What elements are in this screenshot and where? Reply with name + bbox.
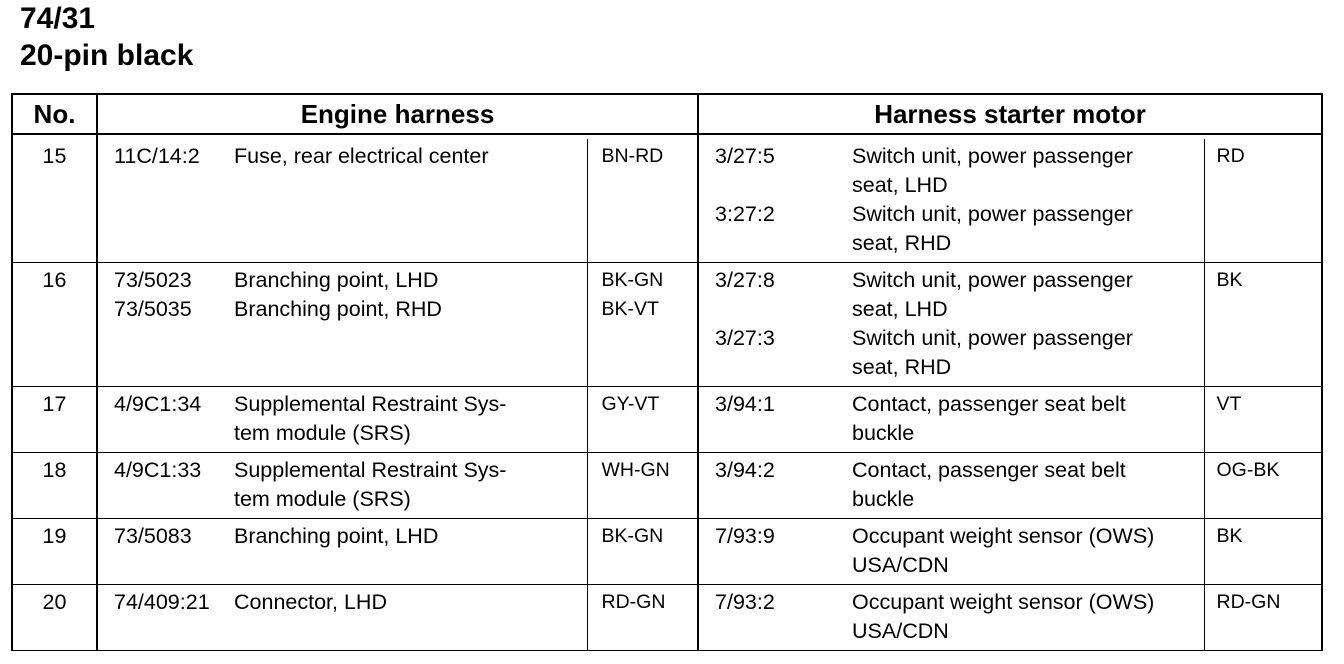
starter-description-line: Occupant weight sensor (OWS) xyxy=(852,590,1155,614)
engine-code: 4/9C1:34 xyxy=(114,392,202,416)
engine-code: 74/409:21 xyxy=(114,590,210,614)
table-row xyxy=(12,139,1322,263)
starter-pin-cell xyxy=(698,263,834,387)
engine-description-line: Branching point, LHD xyxy=(234,524,439,548)
engine-wire-color-cell xyxy=(587,519,698,585)
engine-description-line: Supplemental Restraint Sys- xyxy=(234,392,507,416)
engine-description-cell xyxy=(232,519,587,585)
pin-number xyxy=(12,139,97,263)
starter-description-line: USA/CDN xyxy=(852,553,949,577)
starter-description-line: seat, RHD xyxy=(852,231,952,255)
starter-description-line: seat, RHD xyxy=(852,355,952,379)
starter-pin-cell xyxy=(698,453,834,519)
starter-description-cell xyxy=(834,139,1204,263)
table-row xyxy=(12,263,1322,387)
engine-description-line: tem module (SRS) xyxy=(234,487,411,511)
pin-number-text: 17 xyxy=(42,392,67,416)
engine-wire-color-cell xyxy=(587,263,698,387)
starter-pin: 7/93:9 xyxy=(715,524,775,548)
pin-number xyxy=(12,453,97,519)
engine-description-cell xyxy=(232,453,587,519)
pin-number-text: 15 xyxy=(42,144,67,168)
table-row xyxy=(12,453,1322,519)
starter-description-cell xyxy=(834,387,1204,453)
starter-description-line: seat, LHD xyxy=(852,173,948,197)
starter-description-line: Switch unit, power passenger xyxy=(852,144,1133,168)
starter-wire-color: BK xyxy=(1216,269,1243,291)
engine-code-cell xyxy=(97,453,232,519)
starter-description-cell xyxy=(834,519,1204,585)
starter-pin: 3/27:5 xyxy=(715,144,775,168)
starter-wire-color-cell xyxy=(1204,139,1322,263)
engine-code: 73/5023 xyxy=(114,268,192,292)
starter-description-line: buckle xyxy=(852,487,915,511)
engine-description-line: Branching point, LHD xyxy=(234,268,439,292)
engine-description-line: Branching point, RHD xyxy=(234,297,442,321)
starter-wire-color: RD-GN xyxy=(1216,591,1281,613)
pin-number xyxy=(12,585,97,651)
engine-wire-color-cell xyxy=(587,585,698,651)
engine-wire-color: BK-VT xyxy=(601,298,659,320)
table-row xyxy=(12,585,1322,651)
starter-pin-cell xyxy=(698,139,834,263)
connector-description: 20-pin black xyxy=(20,39,194,72)
starter-wire-color-cell xyxy=(1204,453,1322,519)
starter-description-cell xyxy=(834,263,1204,387)
starter-wire-color: BK xyxy=(1216,525,1243,547)
engine-code: 4/9C1:33 xyxy=(114,458,202,482)
starter-description-line: Occupant weight sensor (OWS) xyxy=(852,524,1155,548)
table-row xyxy=(12,519,1322,585)
starter-pin: 3/27:3 xyxy=(715,326,775,350)
engine-description-cell xyxy=(232,139,587,263)
engine-code: 11C/14:2 xyxy=(114,144,200,168)
pin-number-text: 19 xyxy=(42,524,67,548)
starter-wire-color-cell xyxy=(1204,263,1322,387)
engine-wire-color: WH-GN xyxy=(601,459,670,481)
starter-wire-color: VT xyxy=(1216,393,1242,415)
engine-wire-color-cell xyxy=(587,453,698,519)
starter-pin: 3/94:1 xyxy=(715,392,775,416)
starter-wire-color-cell xyxy=(1204,387,1322,453)
engine-description-line: Supplemental Restraint Sys- xyxy=(234,458,507,482)
engine-wire-color: RD-GN xyxy=(601,591,666,613)
starter-pin-cell xyxy=(698,519,834,585)
engine-code: 73/5083 xyxy=(114,524,192,548)
starter-wire-color: RD xyxy=(1216,145,1245,167)
engine-description-cell xyxy=(232,585,587,651)
engine-description-line: Connector, LHD xyxy=(234,590,387,614)
starter-pin: 7/93:2 xyxy=(715,590,775,614)
starter-description-line: buckle xyxy=(852,421,915,445)
table-row xyxy=(12,387,1322,453)
starter-pin: 3/94:2 xyxy=(715,458,775,482)
engine-wire-color: GY-VT xyxy=(601,393,660,415)
pin-number xyxy=(12,387,97,453)
starter-description-line: seat, LHD xyxy=(852,297,948,321)
engine-description-cell xyxy=(232,387,587,453)
engine-description-cell xyxy=(232,263,587,387)
starter-description-line: Switch unit, power passenger xyxy=(852,268,1133,292)
engine-code-cell xyxy=(97,387,232,453)
starter-pin: 3/27:8 xyxy=(715,268,775,292)
starter-description-line: Switch unit, power passenger xyxy=(852,326,1133,350)
pin-number-text: 16 xyxy=(42,268,67,292)
engine-description-line: Fuse, rear electrical center xyxy=(234,144,489,168)
engine-wire-color-cell xyxy=(587,139,698,263)
connector-code: 74/31 xyxy=(20,2,96,35)
pin-number-text: 20 xyxy=(42,590,67,614)
header-harness-starter-motor: Harness starter motor xyxy=(698,94,1322,134)
engine-code: 73/5035 xyxy=(114,297,192,321)
pin-assignment-table xyxy=(11,93,1323,651)
starter-description-line: Contact, passenger seat belt xyxy=(852,458,1126,482)
starter-description-cell xyxy=(834,585,1204,651)
header-no: No. xyxy=(12,94,97,134)
starter-description-cell xyxy=(834,453,1204,519)
engine-wire-color: BN-RD xyxy=(601,145,664,167)
engine-wire-color: BK-GN xyxy=(601,525,664,547)
engine-description-line: tem module (SRS) xyxy=(234,421,411,445)
engine-code-cell xyxy=(97,263,232,387)
pin-number-text: 18 xyxy=(42,458,67,482)
starter-description-line: Contact, passenger seat belt xyxy=(852,392,1126,416)
table-body xyxy=(12,139,1322,651)
starter-pin: 3:27:2 xyxy=(715,202,775,226)
starter-pin-cell xyxy=(698,387,834,453)
starter-wire-color-cell xyxy=(1204,519,1322,585)
engine-wire-color: BK-GN xyxy=(601,269,664,291)
pin-number xyxy=(12,263,97,387)
engine-code-cell xyxy=(97,585,232,651)
engine-code-cell xyxy=(97,139,232,263)
starter-pin-cell xyxy=(698,585,834,651)
pin-number xyxy=(12,519,97,585)
starter-description-line: Switch unit, power passenger xyxy=(852,202,1133,226)
starter-description-line: USA/CDN xyxy=(852,619,949,643)
engine-wire-color-cell xyxy=(587,387,698,453)
starter-wire-color: OG-BK xyxy=(1216,459,1280,481)
engine-code-cell xyxy=(97,519,232,585)
starter-wire-color-cell xyxy=(1204,585,1322,651)
header-engine-harness: Engine harness xyxy=(97,94,698,134)
